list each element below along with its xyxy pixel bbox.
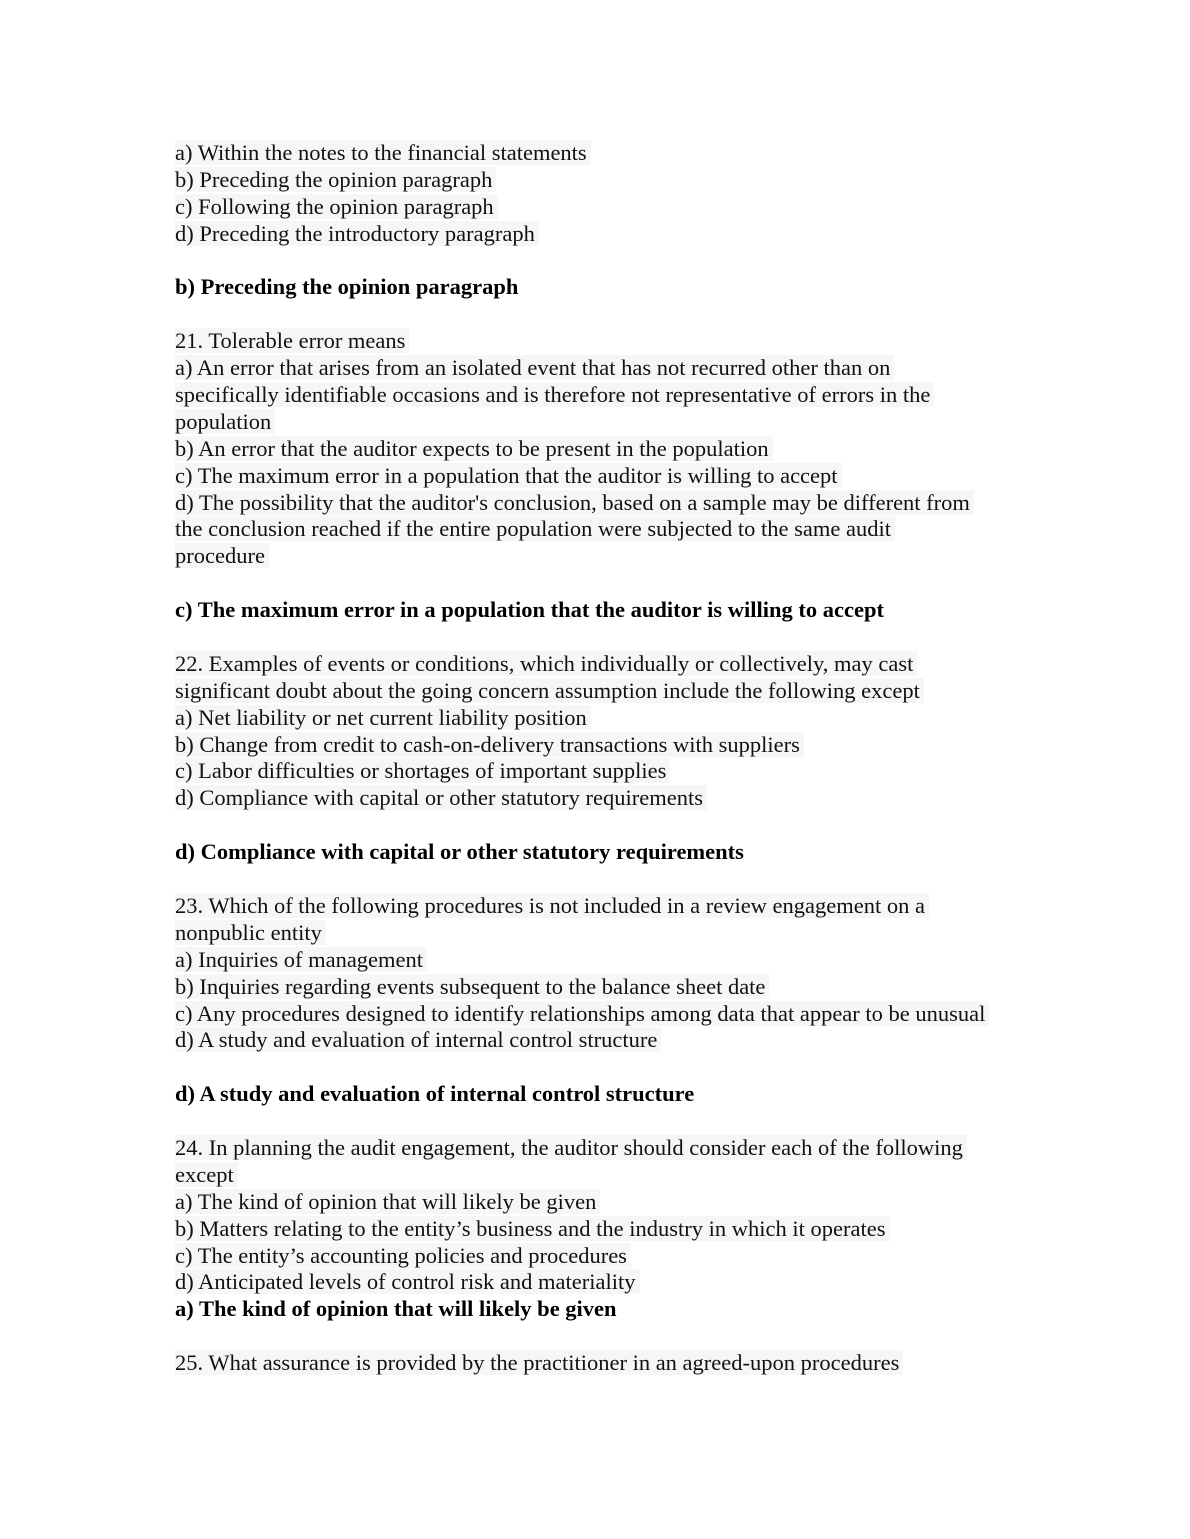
question-21-block <box>175 328 1035 651</box>
document-page <box>175 140 1035 1377</box>
option-d: d) A study and evaluation of internal control structure <box>175 1027 1035 1054</box>
answer: d) Compliance with capital or other statutory requirements <box>175 839 744 865</box>
spacer <box>175 1054 1035 1081</box>
option-d: d) Anticipated levels of control risk and materiality <box>175 1269 1035 1296</box>
spacer <box>175 866 1035 893</box>
option-d-continued: the conclusion reached if the entire population were subjected to the same audit <box>175 516 1035 543</box>
option-a: a) An error that arises from an isolated event that has not recurred other than on <box>175 355 1035 382</box>
spacer <box>175 812 1035 839</box>
question-25-block <box>175 1350 1035 1377</box>
question-24-block <box>175 1135 1035 1350</box>
previous-question-block <box>175 140 1035 328</box>
question-text: 25. What assurance is provided by the practitioner in an agreed-upon procedures <box>175 1350 1035 1377</box>
question-text-continued: nonpublic entity <box>175 920 1035 947</box>
option-b: b) Change from credit to cash-on-delivery transactions with suppliers <box>175 732 1035 759</box>
answer: b) Preceding the opinion paragraph <box>175 274 519 300</box>
question-text: 24. In planning the audit engagement, the auditor should consider each of the following <box>175 1135 1035 1162</box>
option-a: a) Within the notes to the financial statements <box>175 140 1035 167</box>
option-c: c) Following the opinion paragraph <box>175 194 1035 221</box>
answer: a) The kind of opinion that will likely be given <box>175 1296 617 1322</box>
option-c: c) Any procedures designed to identify relationships among data that appear to be unusual <box>175 1001 1035 1028</box>
option-a: a) Net liability or net current liability position <box>175 705 1035 732</box>
answer: c) The maximum error in a population that the auditor is willing to accept <box>175 597 884 623</box>
option-b: b) Inquiries regarding events subsequent to the balance sheet date <box>175 974 1035 1001</box>
option-b: b) Matters relating to the entity’s business and the industry in which it operates <box>175 1216 1035 1243</box>
spacer <box>175 301 1035 328</box>
question-text: 22. Examples of events or conditions, which individually or collectively, may cast <box>175 651 1035 678</box>
question-23-block <box>175 893 1035 1135</box>
option-a-continued: population <box>175 409 1035 436</box>
option-a: a) The kind of opinion that will likely be given <box>175 1189 1035 1216</box>
option-b: b) Preceding the opinion paragraph <box>175 167 1035 194</box>
answer: d) A study and evaluation of internal control structure <box>175 1081 695 1107</box>
option-c: c) Labor difficulties or shortages of important supplies <box>175 758 1035 785</box>
question-22-block <box>175 651 1035 893</box>
question-text-continued: except <box>175 1162 1035 1189</box>
option-b: b) An error that the auditor expects to be present in the population <box>175 436 1035 463</box>
question-text: 21. Tolerable error means <box>175 328 1035 355</box>
spacer <box>175 248 1035 275</box>
question-text: 23. Which of the following procedures is not included in a review engagement on a <box>175 893 1035 920</box>
option-d: d) Preceding the introductory paragraph <box>175 221 1035 248</box>
spacer <box>175 570 1035 597</box>
option-a-continued: specifically identifiable occasions and is therefore not representative of errors in the <box>175 382 1035 409</box>
option-c: c) The entity’s accounting policies and procedures <box>175 1243 1035 1270</box>
spacer <box>175 1323 1035 1350</box>
spacer <box>175 1108 1035 1135</box>
option-c: c) The maximum error in a population that the auditor is willing to accept <box>175 463 1035 490</box>
option-d: d) The possibility that the auditor's conclusion, based on a sample may be different from <box>175 490 1035 517</box>
option-d-continued: procedure <box>175 543 1035 570</box>
question-text-continued: significant doubt about the going concern assumption include the following except <box>175 678 1035 705</box>
option-d: d) Compliance with capital or other statutory requirements <box>175 785 1035 812</box>
spacer <box>175 624 1035 651</box>
option-a: a) Inquiries of management <box>175 947 1035 974</box>
